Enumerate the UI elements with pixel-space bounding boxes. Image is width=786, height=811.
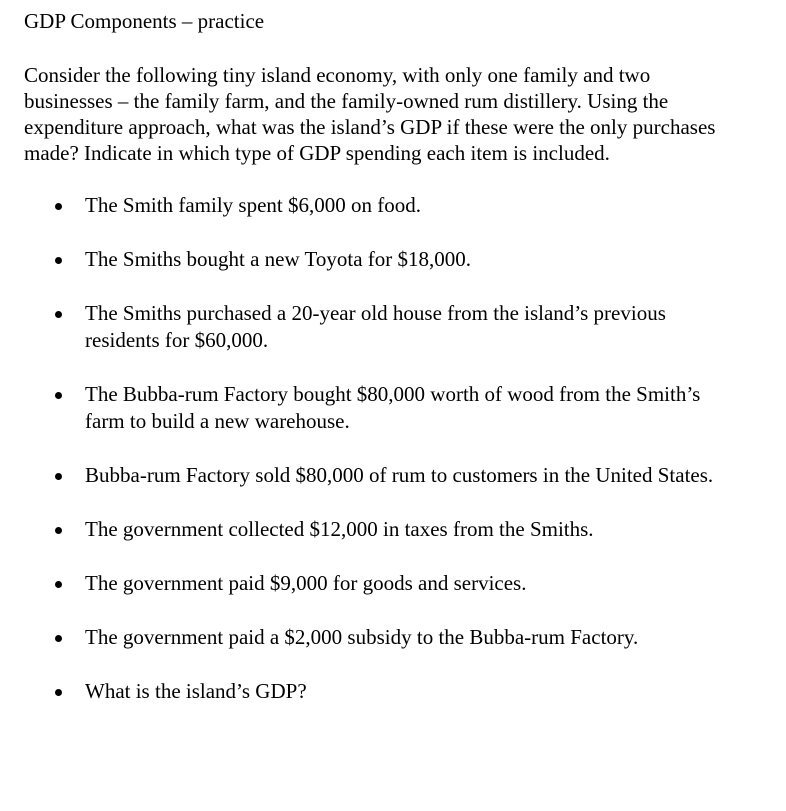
bullet-icon <box>55 635 62 642</box>
list-item <box>24 516 735 543</box>
bullet-icon <box>55 581 62 588</box>
list-item-text: The government paid a $2,000 subsidy to the Bubba-rum Factory. <box>85 625 639 649</box>
list-item-text: The government collected $12,000 in taxes from the Smiths. <box>85 517 594 541</box>
bullet-list <box>24 192 766 705</box>
list-item-text: The Smiths purchased a 20-year old house from the island’s previous residents for $60,000. <box>85 301 666 352</box>
list-item <box>24 570 735 597</box>
bullet-icon <box>55 257 62 264</box>
list-item <box>24 246 735 273</box>
bullet-icon <box>55 527 62 534</box>
list-item-text: The Smiths bought a new Toyota for $18,000. <box>85 247 472 271</box>
bullet-icon <box>55 689 62 696</box>
list-item <box>24 624 735 651</box>
intro-paragraph: Consider the following tiny island economy, with only one family and two businesses – the family farm, and the family-owned rum distillery. Using the expenditure approach, what was the island’s GDP if these were the only purchases made? Indicate in which type of GDP spending each item is included. <box>24 63 716 165</box>
list-item-text: The Bubba-rum Factory bought $80,000 worth of wood from the Smith’s farm to build a new warehouse. <box>85 382 701 433</box>
bullet-icon <box>55 311 62 318</box>
page-title: GDP Components – practice <box>24 9 265 33</box>
list-item <box>24 678 735 705</box>
list-item-text: Bubba-rum Factory sold $80,000 of rum to customers in the United States. <box>85 463 714 487</box>
bullet-icon <box>55 473 62 480</box>
list-item <box>24 381 735 435</box>
list-item-text: The Smith family spent $6,000 on food. <box>85 193 421 217</box>
list-item-text: What is the island’s GDP? <box>85 679 307 703</box>
bullet-icon <box>55 203 62 210</box>
list-item <box>24 300 735 354</box>
list-item <box>24 462 735 489</box>
list-item <box>24 192 735 219</box>
bullet-icon <box>55 392 62 399</box>
list-item-text: The government paid $9,000 for goods and services. <box>85 571 527 595</box>
